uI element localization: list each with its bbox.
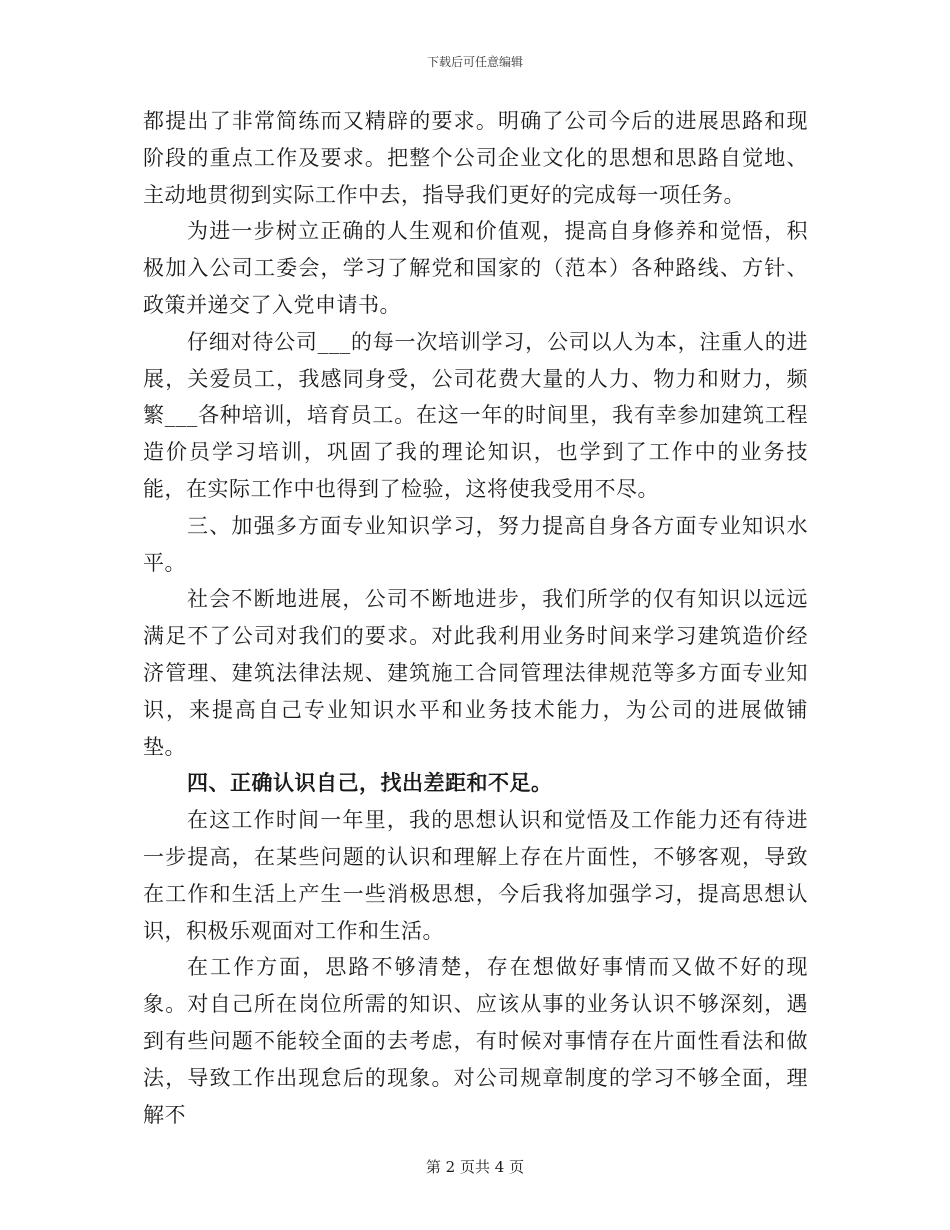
page-header: 下载后可任意编辑: [426, 55, 523, 69]
paragraph: 社会不断地进展，公司不断地进步，我们所学的仅有知识以远远满足不了公司对我们的要求。对此我利用业务时间来学习建筑造价经济管理、建筑法律法规、建筑施工合同管理法律规范等多方面专业知识，来提高自己专业知识水平和业务技术能力，为公司的进展做铺垫。: [143, 587, 808, 759]
paragraph: 在这工作时间一年里，我的思想认识和觉悟及工作能力还有待进一步提高，在某些问题的认识和理解上存在片面性，不够客观，导致在工作和生活上产生一些消极思想，今后我将加强学习，提高思想认识，积极乐观面对工作和生活。: [143, 808, 808, 943]
section-heading-bold: 四、正确认识自己，找出差距和不足。: [187, 770, 553, 796]
paragraph: 仔细对待公司___的每一次培训学习，公司以人为本，注重人的进展，关爱员工，我感同身受，公司花费大量的人力、物力和财力，频繁___各种培训，培育员工。在这一年的时间里，我有幸参加建筑工程造价员学习培训，巩固了我的理论知识，也学到了工作中的业务技能，在实际工作中也得到了检验，这将使我受用不尽。: [143, 329, 808, 501]
section-heading: 三、加强多方面专业知识学习，努力提高自身各方面专业知识水平。: [143, 513, 808, 575]
paragraph: 为进一步树立正确的人生观和价值观，提高自身修养和觉悟，积极加入公司工委会，学习了解党和国家的（范本）各种路线、方针、政策并递交了入党申请书。: [143, 219, 808, 317]
paragraph: 在工作方面，思路不够清楚，存在想做好事情而又做不好的现象。对自己所在岗位所需的知识、应该从事的业务认识不够深刻，遇到有些问题不能较全面的去考虑，有时候对事情存在片面性看法和做法，导致工作出现怠后的现象。对公司规章制度的学习不够全面，理解不: [143, 955, 808, 1127]
paragraph-continuation: 都提出了非常简练而又精辟的要求。明确了公司今后的进展思路和现阶段的重点工作及要求。把整个公司企业文化的思想和思路自觉地、主动地贯彻到实际工作中去，指导我们更好的完成每一项任务。: [143, 109, 808, 207]
page-number: 第 2 页共 4 页: [425, 1158, 525, 1176]
document-body: [143, 103, 808, 1133]
